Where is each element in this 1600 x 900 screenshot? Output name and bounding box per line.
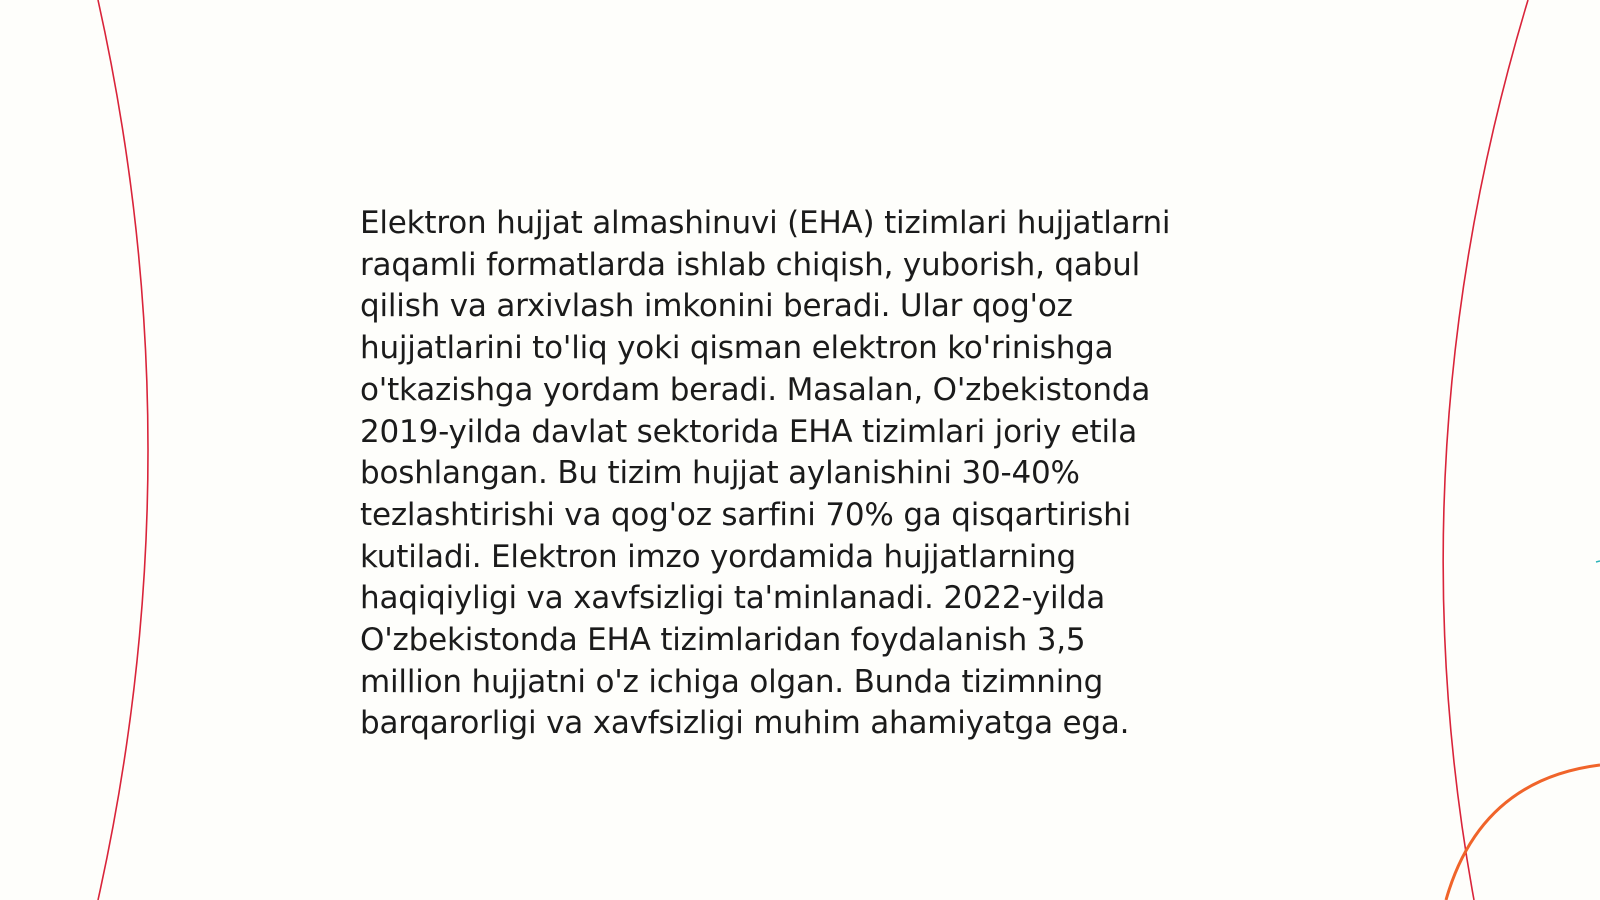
paragraph-line: 2019-yilda davlat sektorida EHA tizimlari joriy etila bbox=[360, 413, 1138, 450]
paragraph-line: o'tkazishga yordam beradi. Masalan, O'zbekistonda bbox=[360, 371, 1151, 408]
paragraph-line: boshlangan. Bu tizim hujjat aylanishini 30-40% bbox=[360, 455, 1080, 492]
body-paragraph bbox=[360, 203, 1240, 745]
paragraph-line: barqarorligi va xavfsizligi muhim ahamiyatga ega. bbox=[360, 705, 1130, 742]
paragraph-line: qilish va arxivlash imkonini beradi. Ular qog'oz bbox=[360, 288, 1073, 325]
teal-accent-mark bbox=[1596, 561, 1600, 562]
paragraph-line: hujjatlarini to'liq yoki qisman elektron ko'rinishga bbox=[360, 330, 1114, 367]
orange-arc bbox=[1446, 765, 1600, 900]
paragraph-line: tezlashtirishi va qog'oz sarfini 70% ga qisqartirishi bbox=[360, 496, 1132, 533]
right-arc bbox=[1443, 0, 1528, 900]
paragraph-line: million hujjatni o'z ichiga olgan. Bunda tizimning bbox=[360, 663, 1104, 700]
paragraph-line: haqiqiyligi va xavfsizligi ta'minlanadi. 2022-yilda bbox=[360, 580, 1106, 617]
paragraph-line: O'zbekistonda EHA tizimlaridan foydalanish 3,5 bbox=[360, 622, 1086, 659]
paragraph-line: raqamli formatlarda ishlab chiqish, yuborish, qabul bbox=[360, 246, 1141, 283]
paragraph-line: Elektron hujjat almashinuvi (EHA) tizimlari hujjatlarni bbox=[360, 205, 1171, 241]
left-arc bbox=[98, 0, 148, 900]
paragraph-line: kutiladi. Elektron imzo yordamida hujjatlarning bbox=[360, 538, 1077, 575]
